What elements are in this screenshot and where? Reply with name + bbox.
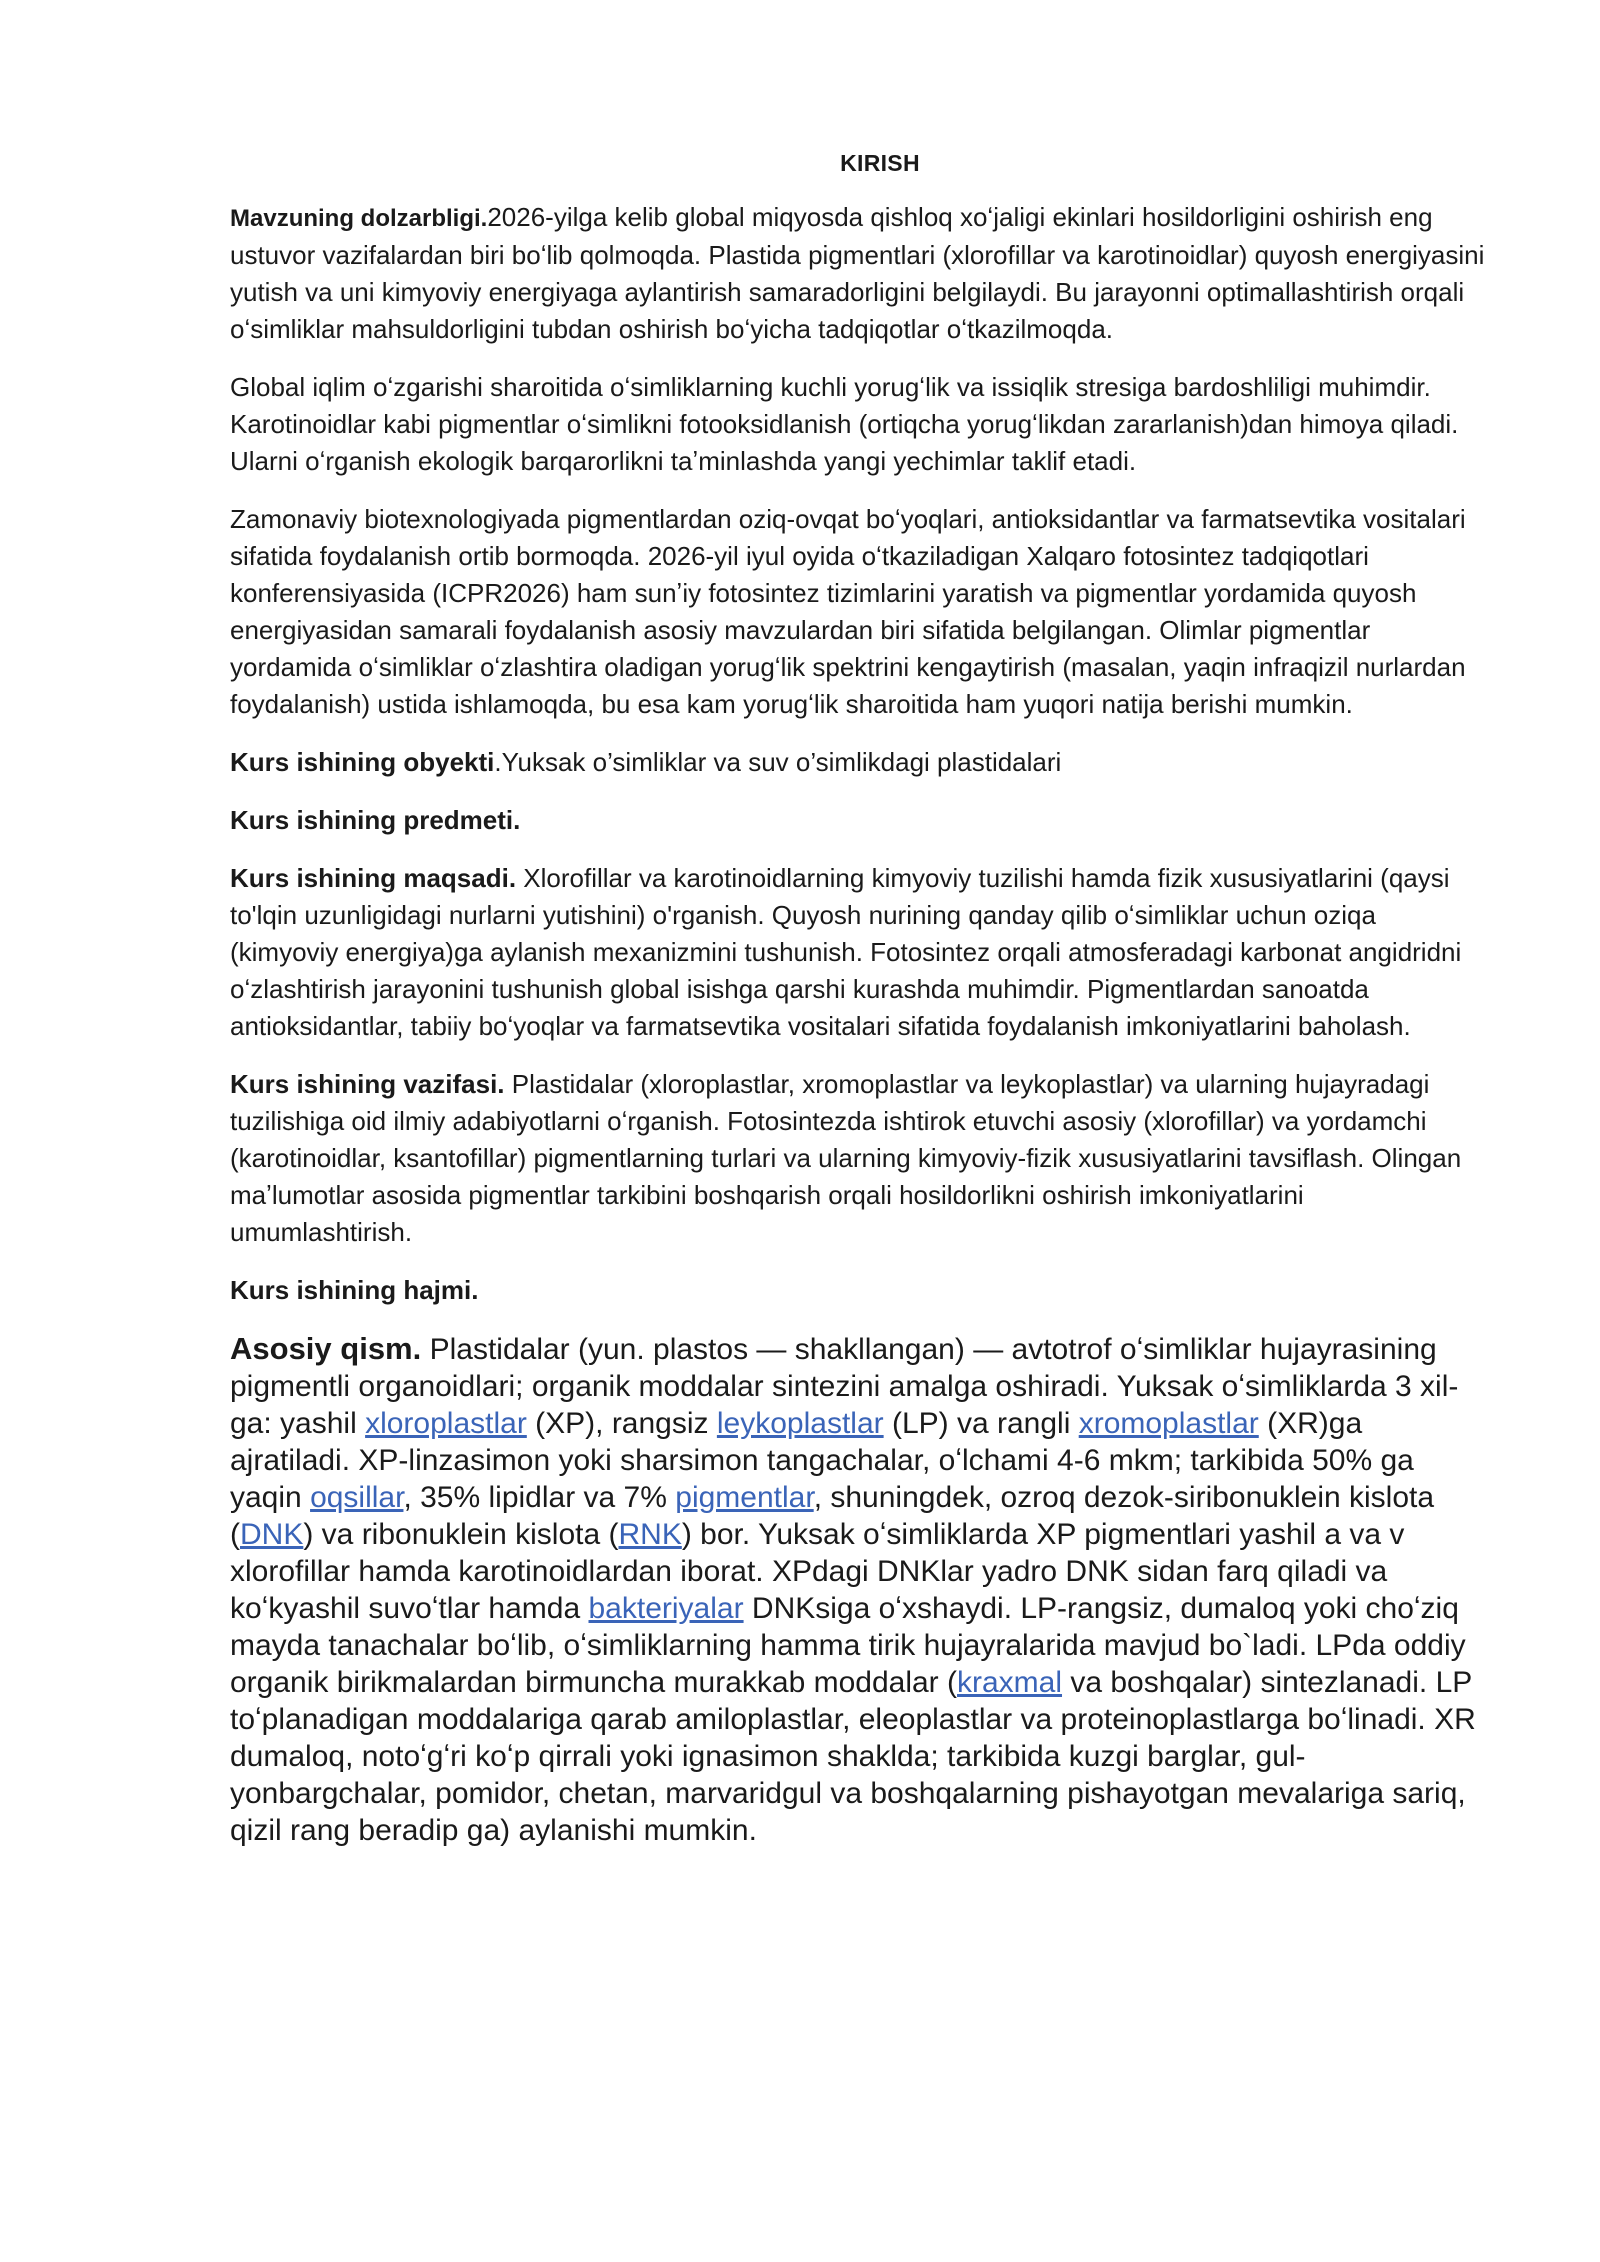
paragraph-maqsadi xyxy=(230,860,1490,1045)
asosiy-text-1: Plastidalar (yun. plastos — shakllangan) — avtotrof oʻsimliklar hujayrasining pigmentli organoidlari; organik moddalar sintezini amalga oshiradi. Yuksak oʻsimliklarda 3 xil-ga: yashil xyxy=(230,1333,1459,1440)
dolzarbligi-heading: Mavzuning dolzarbligi. xyxy=(230,205,488,232)
asosiy-text-2: (XP), rangsiz xyxy=(526,1407,717,1440)
paragraph-obyekt xyxy=(230,744,1490,781)
link-xloroplastlar[interactable]: xloroplastlar xyxy=(365,1407,527,1440)
link-pigmentlar[interactable]: pigmentlar xyxy=(675,1481,814,1514)
document-body xyxy=(230,150,1490,1870)
link-rnk[interactable]: RNK xyxy=(618,1518,682,1551)
predmeti-heading: Kurs ishining predmeti. xyxy=(230,805,521,835)
asosiy-text-7: ) va ribonuklein kislota ( xyxy=(303,1518,619,1551)
vazifasi-text: Plastidalar (xloroplastlar, xromoplastlar va leykoplastlar) va ularning hujayradagi tuzilishiga oid ilmiy adabiyotlarni oʻrganish. Fotosintezda ishtirok etuvchi asosiy (xlorofillar) va yordamchi (karotinoidlar, ksantofillar) pigmentlarning turlari va ularning kimyoviy-fizik xususiyatlarini tavsiflash. Olingan maʼlumotlar asosida pigmentlar tarkibini boshqarish orqali hosildorlikni oshirish imkoniyatlarini umumlashtirish. xyxy=(230,1069,1462,1247)
obyekt-text: .Yuksak o’simliklar va suv o’simlikdagi plastidalari xyxy=(494,747,1062,777)
asosiy-text-4: (XR)ga ajratiladi. XP-linzasimon yoki sharsimon tangachalar, oʻlchami 4-6 mkm; tarkibida 50% ga yaqin xyxy=(230,1407,1414,1514)
link-leykoplastlar[interactable]: leykoplastlar xyxy=(716,1407,884,1440)
hajmi-heading: Kurs ishining hajmi. xyxy=(230,1275,479,1305)
maqsadi-heading: Kurs ishining maqsadi. xyxy=(230,863,517,893)
asosiy-text-6: , shuningdek, ozroq dezok-siribonuklein kislota ( xyxy=(230,1481,1435,1551)
obyekt-heading: Kurs ishining obyekti xyxy=(230,747,495,777)
link-oqsillar[interactable]: oqsillar xyxy=(310,1481,404,1514)
link-kraxmal[interactable]: kraxmal xyxy=(957,1666,1063,1699)
link-bakteriyalar[interactable]: bakteriyalar xyxy=(588,1592,744,1625)
dolzarbligi-text: 2026-yilga kelib global miqyosda qishloq xoʻjaligi ekinlari hosildorligini oshirish eng ustuvor vazifalardan biri boʻlib qolmoqda. Plastida pigmentlari (xlorofillar va karotinoidlar) quyosh energiyasini yutish va uni kimyoviy energiyaga aylantirish samaradorligini belgilaydi. Bu jarayonni optimallashtirish orqali oʻsimliklar mahsuldorligini tubdan oshirish boʻyicha tadqiqotlar oʻtkazilmoqda. xyxy=(230,202,1485,344)
maqsadi-text: Xlorofillar va karotinoidlarning kimyoviy tuzilishi hamda fizik xususiyatlarini (qaysi to'lqin uzunligidagi nurlarni yutishini) o'rganish. Quyosh nurining qanday qilib oʻsimliklar uchun oziqa (kimyoviy energiya)ga aylanish mexanizmini tushunish. Fotosintez orqali atmosferadagi karbonat angidridni oʻzlashtirish jarayonini tushunish global isishga qarshi kurashda muhimdir. Pigmentlardan sanoatda antioksidantlar, tabiiy boʻyoqlar va farmatsevtika vositalari sifatida foydalanish imkoniyatlarini baholash. xyxy=(230,863,1462,1041)
paragraph-predmeti xyxy=(230,802,1490,839)
vazifasi-heading: Kurs ishining vazifasi. xyxy=(230,1069,505,1099)
link-dnk[interactable]: DNK xyxy=(240,1518,304,1551)
paragraph-dolzarbligi xyxy=(230,199,1490,348)
paragraph-vazifasi xyxy=(230,1066,1490,1251)
paragraph-asosiy-qism xyxy=(230,1330,1490,1849)
asosiy-text-5: , 35% lipidlar va 7% xyxy=(403,1481,676,1514)
asosiy-text-10: va boshqalar) sintezlanadi. LP toʻplanadigan moddalariga qarab amiloplastlar, eleoplastlar va proteinoplastlarga boʻlinadi. XR dumaloq, notoʻgʻri koʻp qirrali yoki ignasimon shaklda; tarkibida kuzgi barglar, gul-yonbargchalar, pomidor, chetan, marvaridgul va boshqalarning pishayotgan mevalariga sariq, qizil rang beradip ga) aylanishi mumkin. xyxy=(230,1666,1476,1847)
paragraph-hajmi xyxy=(230,1272,1490,1309)
paragraph-biotexnologiya: Zamonaviy biotexnologiyada pigmentlardan oziq-ovqat boʻyoqlari, antioksidantlar va farmatsevtika vositalari sifatida foydalanish ortib bormoqda. 2026-yil iyul oyida oʻtkaziladigan Xalqaro fotosintez tadqiqotlari konferensiyasida (ICPR2026) ham sunʼiy fotosintez tizimlarini yaratish va pigmentlar yordamida quyosh energiyasidan samarali foydalanish asosiy mavzulardan biri sifatida belgilangan. Olimlar pigmentlar yordamida oʻsimliklar oʻzlashtira oladigan yorugʻlik spektrini kengaytirish (masalan, yaqin infraqizil nurlardan foydalanish) ustida ishlamoqda, bu esa kam yorugʻlik sharoitida ham yuqori natija berishi mumkin. xyxy=(230,504,1466,719)
asosiy-text-9: DNKsiga oʻxshaydi. LP-rangsiz, dumaloq yoki choʻziq mayda tanachalar boʻlib, oʻsimliklarning hamma tirik hujayralarida mavjud bo`ladi. LPda oddiy organik birikmalardan birmuncha murakkab moddalar ( xyxy=(230,1592,1466,1699)
asosiy-text-3: (LP) va rangli xyxy=(883,1407,1079,1440)
asosiy-text-8: ) bor. Yuksak oʻsimliklarda XP pigmentlari yashil a va v xlorofillar hamda karotinoidlardan iborat. XPdagi DNKlar yadro DNK sidan farq qiladi va koʻkyashil suvoʻtlar hamda xyxy=(230,1518,1405,1625)
asosiy-qism-heading: Asosiy qism. xyxy=(230,1331,422,1366)
page-title: KIRISH xyxy=(840,150,920,176)
link-xromoplastlar[interactable]: xromoplastlar xyxy=(1078,1407,1259,1440)
paragraph-global-iqlim: Global iqlim oʻzgarishi sharoitida oʻsimliklarning kuchli yorugʻlik va issiqlik stresiga bardoshliligi muhimdir. Karotinoidlar kabi pigmentlar oʻsimlikni fotooksidlanish (ortiqcha yorugʻlikdan zararlanish)dan himoya qiladi. Ularni oʻrganish ekologik barqarorlikni taʼminlashda yangi yechimlar taklif etadi. xyxy=(230,372,1459,476)
